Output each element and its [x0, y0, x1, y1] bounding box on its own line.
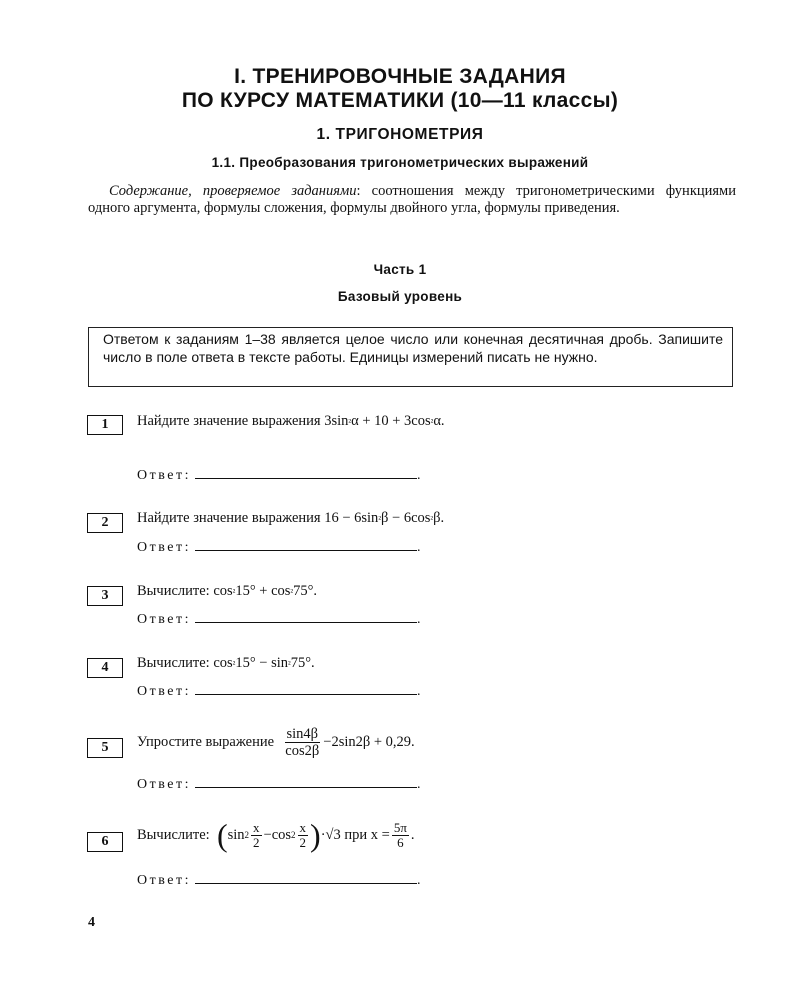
task-number-4: 4 — [87, 658, 123, 678]
instructions-box: Ответом к заданиям 1–38 является целое число или конечная десятичная дробь. Запишите число в поле ответа в тексте работы. Единицы измерений писать не нужно. — [88, 327, 733, 387]
answer-field-2[interactable]: Ответ: . — [137, 540, 421, 555]
task-3-text: Вычислите: cos ² 15° + cos ² 75°. — [137, 583, 318, 599]
task-6-text: Вычислите: ( sin 2 $\frac{x}{2}$ −cos 2 $\frac{x}{2}$ ) ·√3 при x = $\frac{5\pi}{6}$ . — [137, 817, 415, 853]
answer-field-5[interactable]: Ответ: . — [137, 777, 421, 792]
page-number: 4 — [88, 915, 95, 930]
task-number-2: 2 — [87, 513, 123, 533]
part-heading: Часть 1 — [373, 262, 427, 277]
answer-field-4[interactable]: Ответ: . — [137, 684, 421, 699]
intro-text: : соотношения между тригонометрическими функциями одного аргумента, формулы сложения, формулы двойного угла, формулы приведения. — [88, 183, 736, 216]
task-number-1: 1 — [87, 415, 123, 435]
task-number-6: 6 — [87, 832, 123, 852]
subsection-heading: 1.1. Преобразования тригонометрических выражений — [211, 155, 589, 170]
task-5-text: Упростите выражение $\frac{\sin 4\beta}{\cos 2\beta}$ −2sin2β + 0,29. — [137, 726, 415, 759]
level-heading: Базовый уровень — [337, 289, 463, 304]
title-line-2: ПО КУРСУ МАТЕМАТИКИ (10—11 классы) — [181, 89, 619, 112]
task-number-3: 3 — [87, 586, 123, 606]
answer-field-3[interactable]: Ответ: . — [137, 612, 421, 627]
fraction-sin4b-cos2b: $\frac{\sin 4\beta}{\cos 2\beta}$ — [285, 726, 320, 759]
answer-field-1[interactable]: Ответ: . — [137, 468, 421, 483]
answer-field-6[interactable]: Ответ: . — [137, 873, 421, 888]
title-line-1: I. ТРЕНИРОВОЧНЫЕ ЗАДАНИЯ — [234, 65, 566, 88]
section-heading: 1. ТРИГОНОМЕТРИЯ — [316, 126, 484, 143]
intro-label: Содержание, проверяемое заданиями — [109, 183, 357, 199]
task-number-5: 5 — [87, 738, 123, 758]
task-2-text: Найдите значение выражения 16 − 6sin ² β − 6cos ² β. — [137, 510, 445, 526]
intro-paragraph — [88, 183, 736, 217]
task-4-text: Вычислите: cos ² 15° − sin ² 75°. — [137, 655, 315, 671]
task-1-text: Найдите значение выражения 3sin ² α + 10 + 3cos ² α. — [137, 413, 445, 429]
